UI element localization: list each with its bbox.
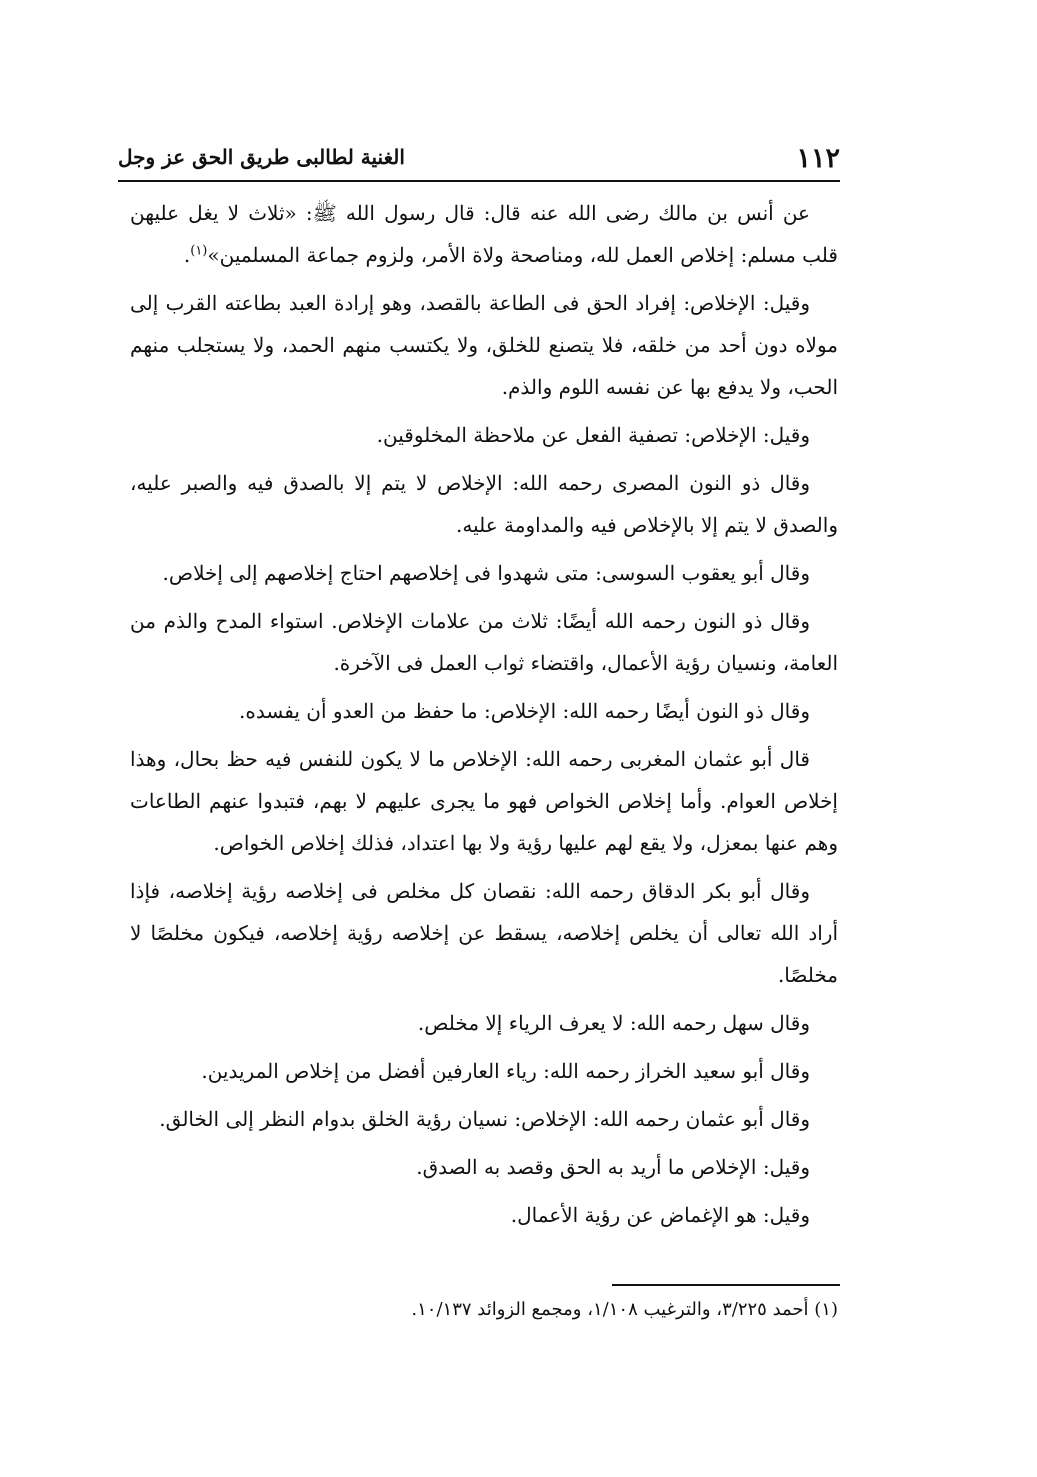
paragraph: وقال أبو سعيد الخراز رحمه الله: رياء العارفين أفضل من إخلاص المريدين. xyxy=(201,1059,810,1083)
paragraph: وقال أبو يعقوب السوسى: متى شهدوا فى إخلاصهم احتاج إخلاصهم إلى إخلاص. xyxy=(162,561,810,585)
paragraph-hadith xyxy=(130,192,838,276)
body-text xyxy=(130,192,838,1242)
paragraph: وقيل: الإخلاص: تصفية الفعل عن ملاحظة المخلوقين. xyxy=(376,423,810,447)
running-title: الغنية لطالبى طريق الحق عز وجل xyxy=(118,145,405,169)
page-number: ١١٢ xyxy=(796,143,840,174)
paragraph: وقيل: الإخلاص: إفراد الحق فى الطاعة بالقصد، وهو إرادة العبد بطاعته القرب إلى مولاه دون أحد من خلقه، فلا يتصنع للخلق، ولا يكتسب منهم الحمد، ولا يستجلب منهم الحب، ولا يدفع بها عن نفسه اللوم والذم. xyxy=(130,291,838,399)
paragraph: وقال أبو بكر الدقاق رحمه الله: نقصان كل مخلص فى إخلاصه رؤية إخلاصه، فإذا أراد الله تعالى أن يخلص إخلاصه، يسقط عن إخلاصه رؤية إخلاصه، فيكون مخلصًا لا مخلصًا. xyxy=(130,879,838,987)
footnote: (١) أحمد ٣/٢٢٥، والترغيب ١/١٠٨، ومجمع الزوائد ١٠/١٣٧. xyxy=(411,1299,838,1320)
paragraph: وقال ذو النون رحمه الله أيضًا: ثلاث من علامات الإخلاص. استواء المدح والذم من العامة، ونسيان رؤية الأعمال، واقتضاء ثواب العمل فى الآخرة. xyxy=(130,609,838,675)
paragraph: وقال ذو النون أيضًا رحمه الله: الإخلاص: ما حفظ من العدو أن يفسده. xyxy=(239,699,810,723)
paragraph-text: عن أنس بن مالك رضى الله عنه قال: قال رسول الله ﷺ: «ثلاث لا يغل عليهن قلب مسلم: إخلاص العمل لله، ومناصحة ولاة الأمر، ولزوم جماعة المسلمين» xyxy=(130,201,838,267)
paragraph-end-mark: . xyxy=(183,243,191,267)
paragraph: وقال ذو النون المصرى رحمه الله: الإخلاص لا يتم إلا بالصدق فيه والصبر عليه، والصدق لا يتم إلا بالإخلاص فيه والمداومة عليه. xyxy=(130,471,838,537)
footnote-rule xyxy=(612,1284,840,1286)
paragraph: قال أبو عثمان المغربى رحمه الله: الإخلاص ما لا يكون للنفس فيه حظ بحال، وهذا إخلاص العوام. وأما إخلاص الخواص فهو ما يجرى عليهم لا بهم، فتبدوا عنهم الطاعات وهم عنها بمعزل، ولا يقع لهم عليها رؤية ولا بها اعتداد، فذلك إخلاص الخواص. xyxy=(130,747,838,855)
paragraph: وقال سهل رحمه الله: لا يعرف الرياء إلا مخلص. xyxy=(417,1011,810,1035)
footnote-reference[interactable]: (١) xyxy=(190,243,208,259)
page-header xyxy=(118,138,840,178)
paragraph: وقال أبو عثمان رحمه الله: الإخلاص: نسيان رؤية الخلق بدوام النظر إلى الخالق. xyxy=(159,1107,810,1131)
paragraph: وقيل: الإخلاص ما أريد به الحق وقصد به الصدق. xyxy=(416,1155,810,1179)
paragraph: وقيل: هو الإغماض عن رؤية الأعمال. xyxy=(510,1203,810,1227)
header-rule xyxy=(118,180,840,182)
